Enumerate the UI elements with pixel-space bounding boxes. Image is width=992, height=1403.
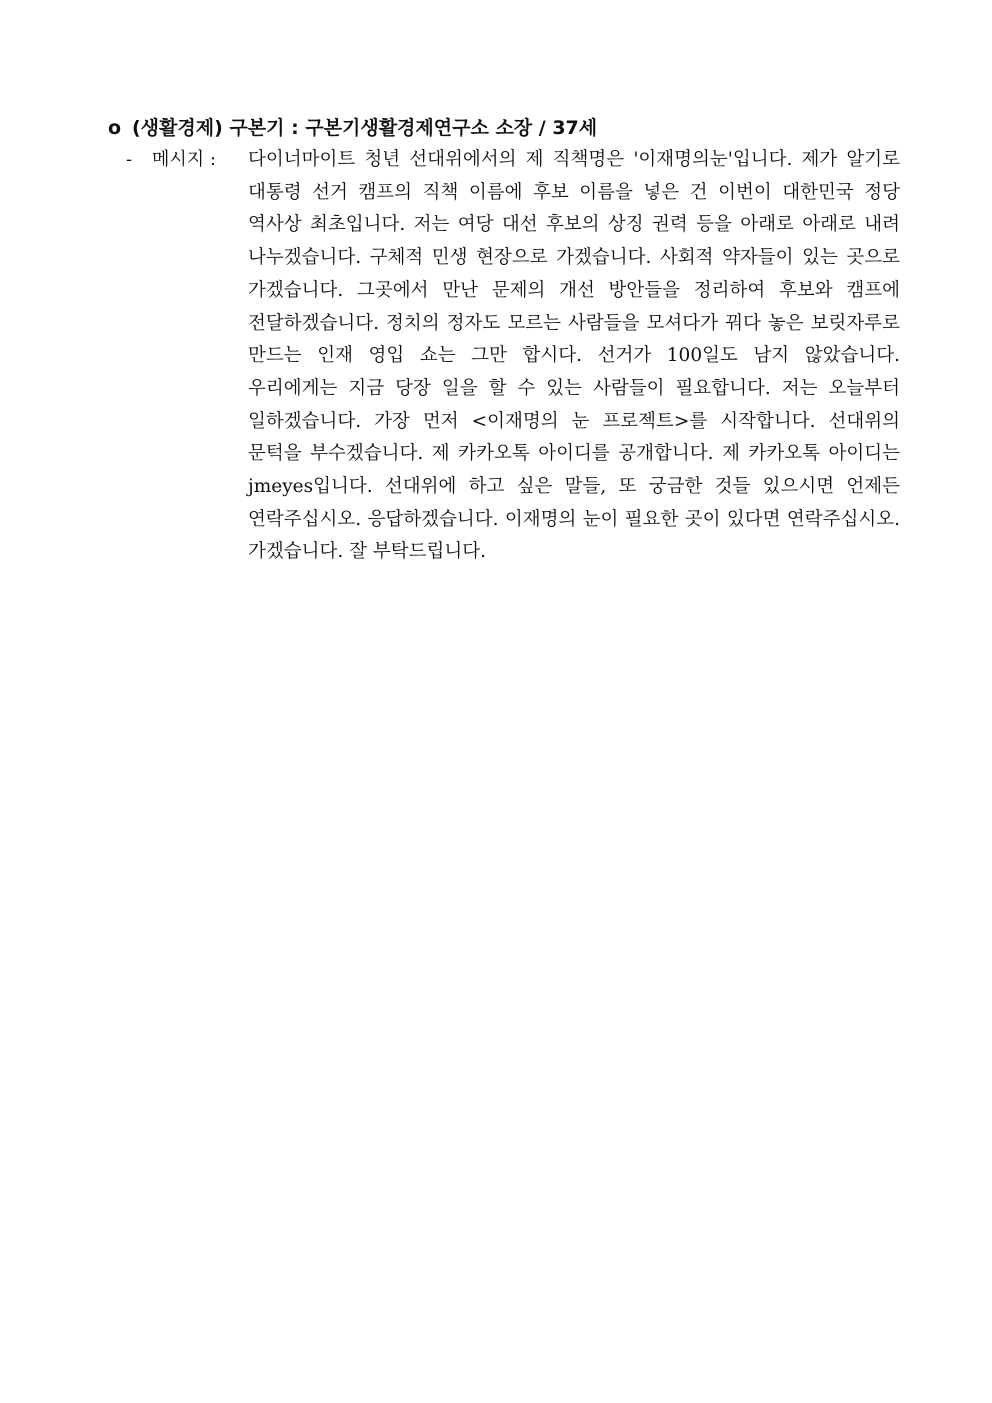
bullet-marker: o: [108, 117, 122, 139]
entry-title: (생활경제) 구본기 : 구본기생활경제연구소 소장 / 37세: [132, 117, 598, 139]
dash-marker: -: [126, 149, 133, 170]
message-text: 다이너마이트 청년 선대위에서의 제 직책명은 '이재명의눈'입니다. 제가 알기로 대통령 선거 캠프의 직책 이름에 후보 이름을 넣은 건 이번이 대한민국 정당 역사상 최초입니다. 저는 여당 대선 후보의 상징 권력 등을 아래로 아래로 내려 나누겠습니다. 구체적 민생 현장으로 가겠습니다. 사회적 약자들이 있는 곳으로 가겠습니다. 그곳에서 만난 문제의 개선 방안들을 정리하여 후보와 캠프에 전달하겠습니다. 정치의 정자도 모르는 사람들을 모셔다가 꿔다 놓은 보릿자루로 만드는 인재 영입 쇼는 그만 합시다. 선거가 100일도 남지 않았습니다. 우리에게는 지금 당장 일을 할 수 있는 사람들이 필요합니다. 저는 오늘부터 일하겠습니다. 가장 먼저 <이재명의 눈 프로젝트>를 시작합니다. 선대위의 문턱을 부수겠습니다. 제 카카오톡 아이디를 공개합니다. 제 카카오톡 아이디는 jmeyes입니다. 선대위에 하고 싶은 말들, 또 궁금한 것들 있으시면 언제든 연락주십시오. 응답하겠습니다. 이재명의 눈이 필요한 곳이 있다면 연락주십시오. 가겠습니다. 잘 부탁드립니다.: [248, 149, 900, 563]
candidate-entry: [108, 112, 908, 563]
message-label: 메시지 :: [152, 149, 216, 170]
entry-heading: [108, 112, 908, 144]
